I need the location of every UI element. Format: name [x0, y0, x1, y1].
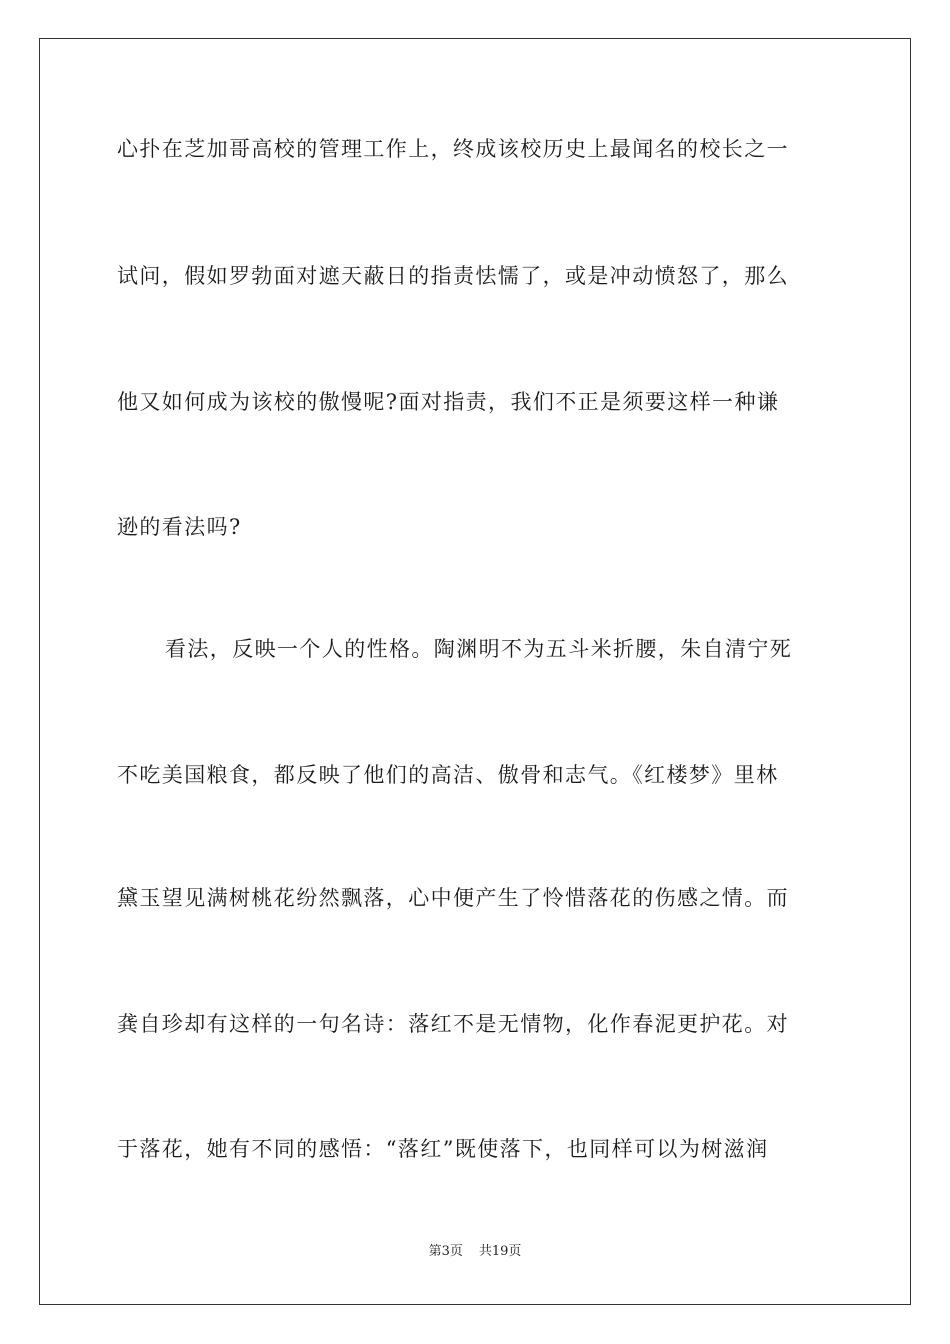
body-text-line: 试问，假如罗勃面对遮天蔽日的指责怯懦了，或是冲动愤怒了，那么 [117, 264, 789, 288]
page-total: 共19页 [478, 1244, 522, 1259]
page-number: 第3页 [428, 1244, 463, 1259]
body-text-line: 于落花，她有不同的感悟：“落红”既使落下，也同样可以为树滋润 [117, 1137, 769, 1161]
body-text-line: 龚自珍却有这样的一句名诗：落红不是无情物，化作春泥更护花。对 [117, 1012, 789, 1036]
page-border [39, 38, 911, 1305]
paragraph-first-line: 看法，反映一个人的性格。陶渊明不为五斗米折腰，朱自清宁死 [165, 637, 793, 661]
body-text-line: 黛玉望见满树桃花纷然飘落，心中便产生了怜惜落花的伤感之情。而 [117, 886, 789, 910]
body-text-line: 他又如何成为该校的傲慢呢?面对指责，我们不正是须要这样一种谦 [117, 390, 780, 414]
body-text-line: 心扑在芝加哥高校的管理工作上，终成该校历史上最闻名的校长之一 [117, 137, 789, 161]
body-text-line: 逊的看法吗? [117, 515, 242, 539]
body-text-line: 不吃美国粮食，都反映了他们的高洁、傲骨和志气。《红楼梦》里林 [117, 763, 779, 787]
page-footer [0, 1243, 950, 1261]
